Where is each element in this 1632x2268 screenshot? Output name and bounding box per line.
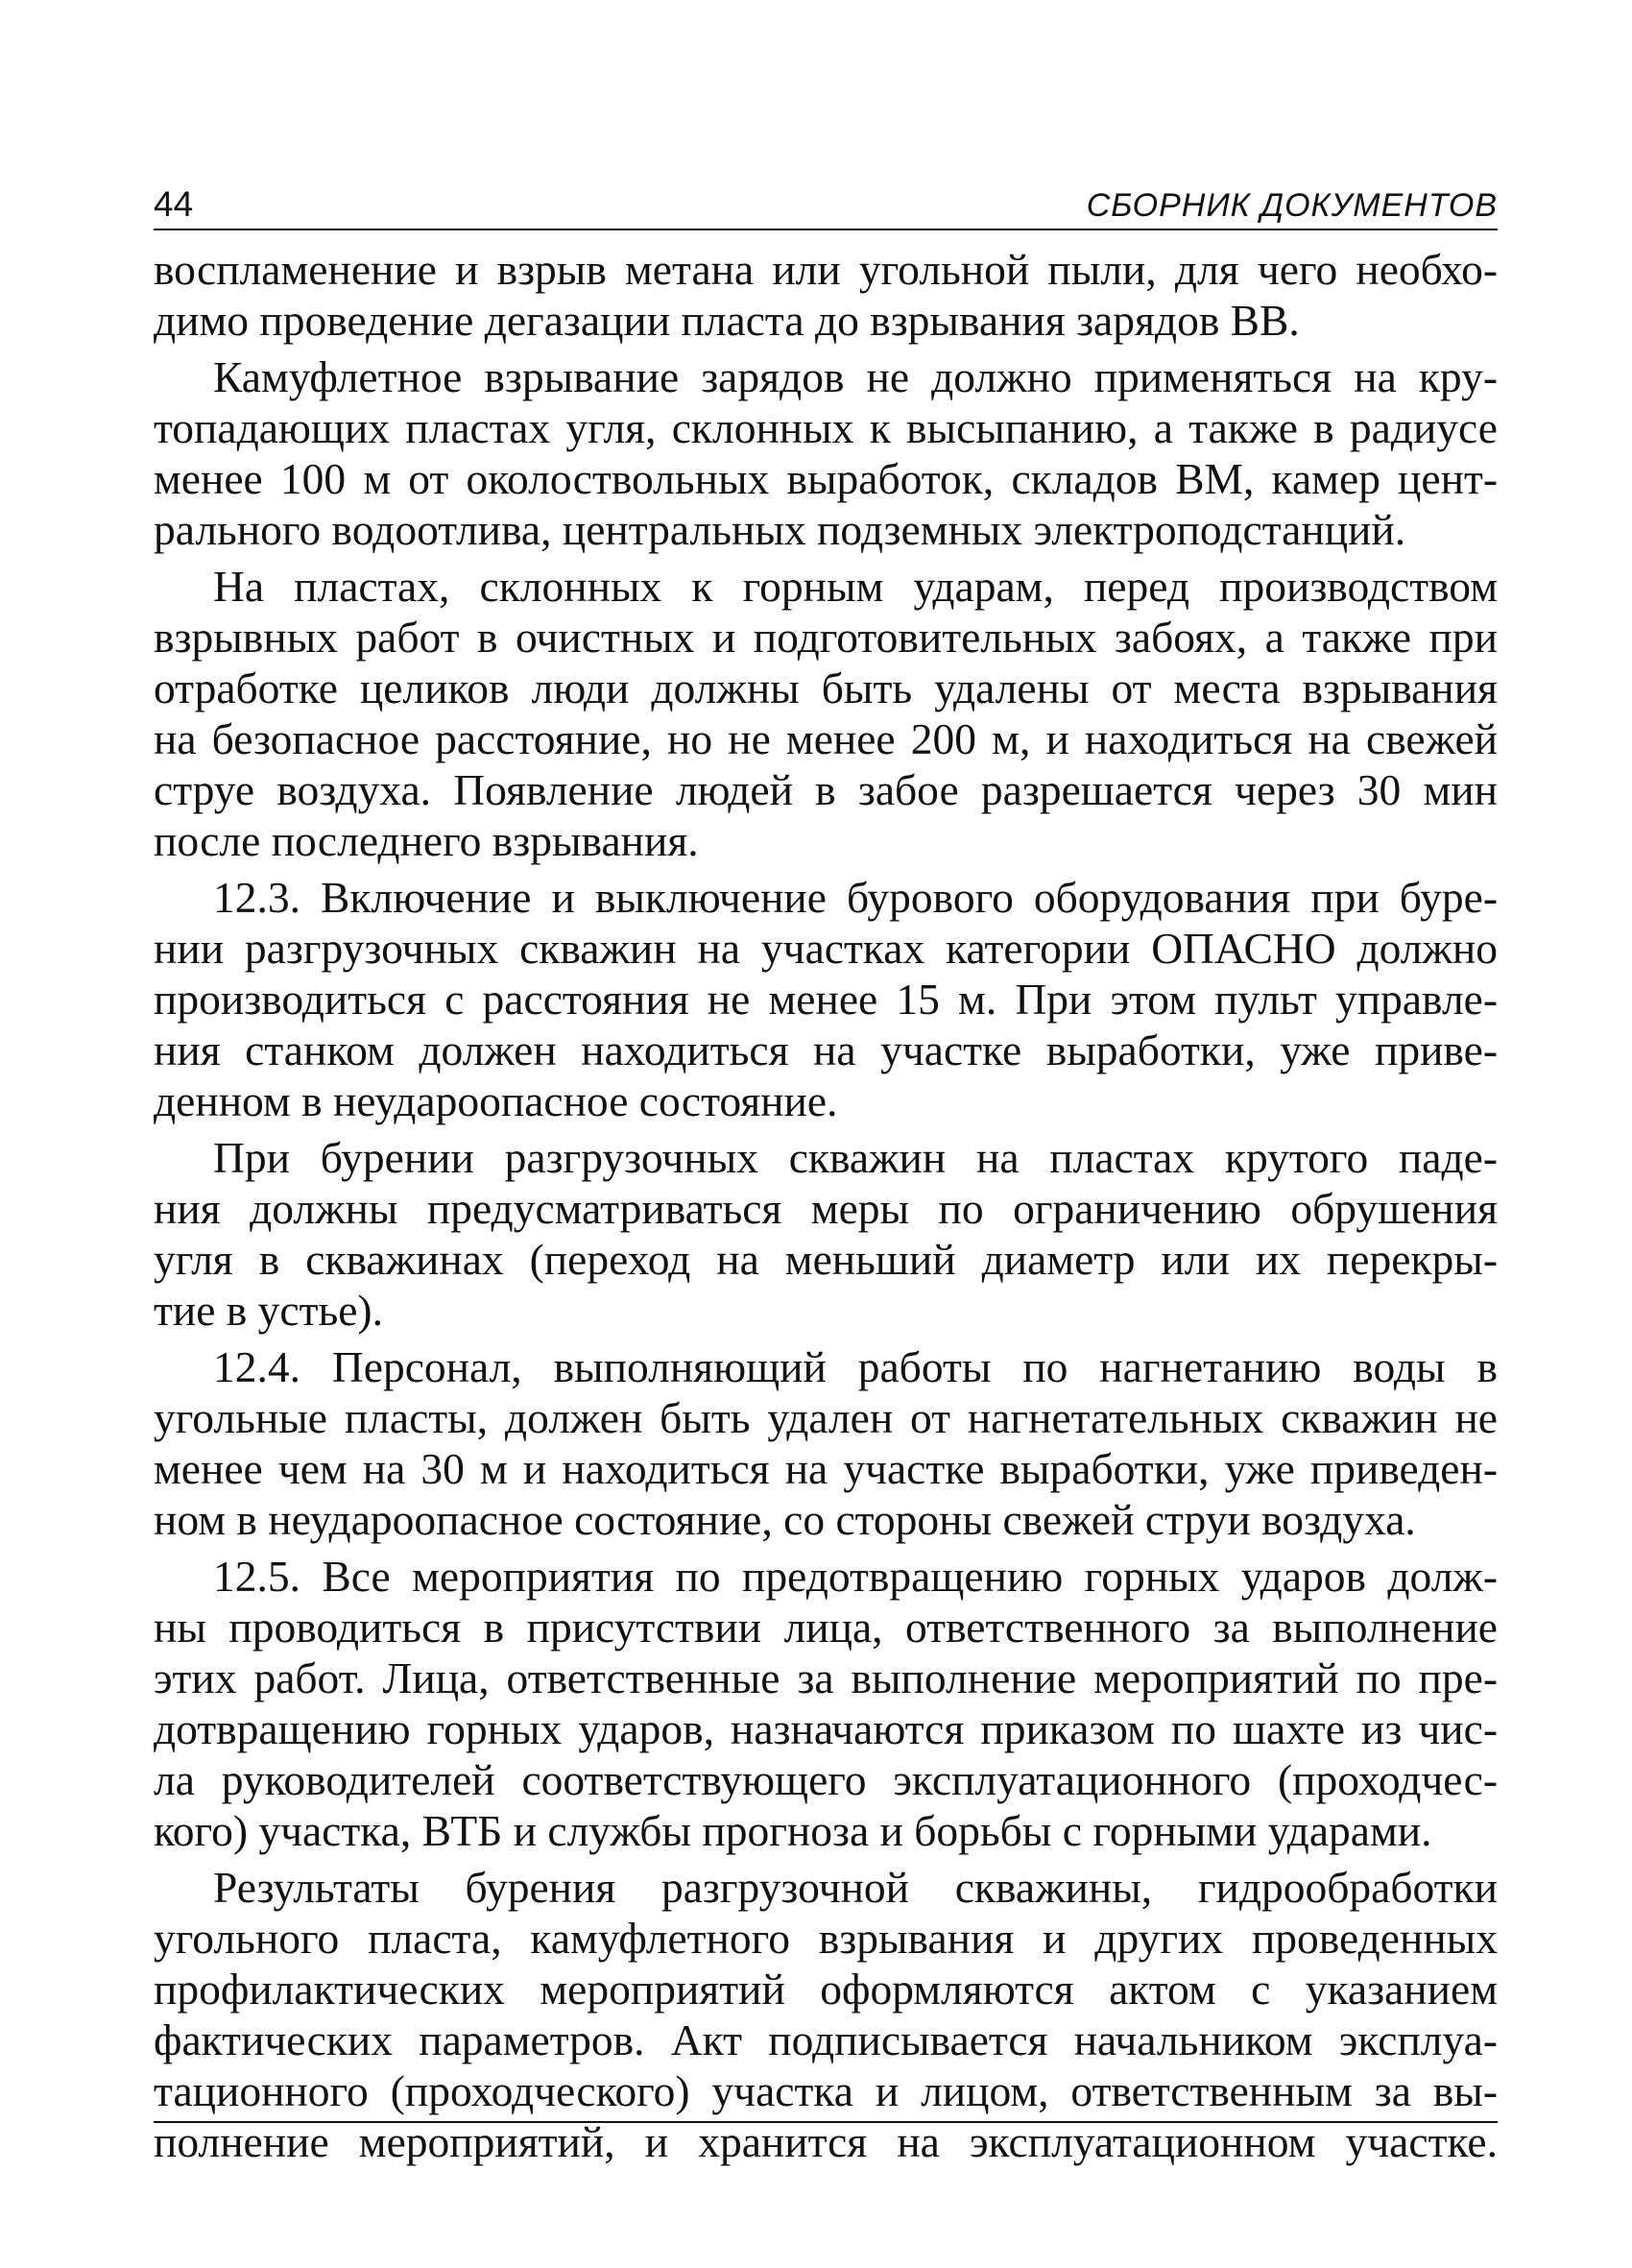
body-text bbox=[154, 244, 1498, 2167]
paragraph-first-line: 12.3. Включение и выключение бурового оборудования при буре- bbox=[213, 873, 1498, 922]
text-line: после последнего взрывания. bbox=[154, 816, 699, 865]
text-line: денном в неудароопасное состояние. bbox=[154, 1076, 838, 1125]
text-line: этих работ. Лица, ответственные за выполнение мероприятий по пре- bbox=[154, 1653, 1498, 1702]
text-line: тие в устье). bbox=[154, 1286, 383, 1335]
text-line: воспламенение и взрыв метана или угольной пыли, для чего необхо- bbox=[154, 245, 1498, 294]
paragraph-first-line: Результаты бурения разгрузочной скважины, гидрообработки bbox=[213, 1863, 1498, 1912]
paragraph-first-line: Камуфлетное взрывание зарядов не должно применяться на кру- bbox=[213, 352, 1498, 401]
running-header bbox=[154, 179, 1498, 230]
paragraph-first-line: 12.5. Все мероприятия по предотвращению горных ударов долж- bbox=[213, 1552, 1498, 1601]
text-line: профилактических мероприятий оформляются актом с указанием bbox=[154, 1965, 1498, 2014]
paragraph-first-line: При бурении разгрузочных скважин на пластах крутого паде- bbox=[213, 1133, 1498, 1182]
text-line: топадающих пластах угля, склонных к высыпанию, а также в радиусе bbox=[154, 403, 1498, 452]
text-line: отработке целиков люди должны быть удалены от места взрывания bbox=[154, 664, 1498, 712]
text-line: полнение мероприятий, и хранится на эксплуатационном участке. bbox=[154, 2117, 1498, 2166]
text-line: производиться с расстояния не менее 15 м. При этом пульт управле- bbox=[154, 975, 1498, 1024]
page-number: 44 bbox=[154, 184, 194, 224]
paragraph-first-line: На пластах, склонных к горным ударам, перед производством bbox=[213, 562, 1498, 611]
text-line: угольного пласта, камуфлетного взрывания и других проведенных bbox=[154, 1914, 1498, 1963]
text-line: дотвращению горных ударов, назначаются приказом по шахте из чис- bbox=[154, 1704, 1498, 1753]
text-line: угля в скважинах (переход на меньший диаметр или их перекры- bbox=[154, 1235, 1498, 1284]
text-line: ны проводиться в присутствии лица, ответственного за выполнение bbox=[154, 1603, 1498, 1652]
text-line: угольные пласты, должен быть удален от нагнетательных скважин не bbox=[154, 1393, 1498, 1442]
text-line: ном в неудароопасное состояние, со стороны свежей струи воздуха. bbox=[154, 1495, 1416, 1544]
text-line: кого) участка, ВТБ и службы прогноза и борьбы с горными ударами. bbox=[154, 1806, 1432, 1855]
text-line: менее чем на 30 м и находиться на участке выработки, уже приведен- bbox=[154, 1444, 1498, 1493]
collection-title: СБОРНИК ДОКУМЕНТОВ bbox=[1086, 187, 1498, 224]
text-line: димо проведение дегазации пласта до взрывания зарядов ВВ. bbox=[154, 296, 1300, 345]
bottom-rule bbox=[154, 2121, 1498, 2123]
text-line: нии разгрузочных скважин на участках категории ОПАСНО должно bbox=[154, 924, 1498, 973]
text-line: ния станком должен находиться на участке выработки, уже приве- bbox=[154, 1025, 1498, 1074]
paragraph-first-line: 12.4. Персонал, выполняющий работы по нагнетанию воды в bbox=[213, 1342, 1498, 1391]
text-line: ния должны предусматриваться меры по ограничению обрушения bbox=[154, 1184, 1498, 1233]
text-line: фактических параметров. Акт подписывается начальником эксплуа- bbox=[154, 2015, 1498, 2064]
text-line: взрывных работ в очистных и подготовительных забоях, а также при bbox=[154, 613, 1498, 662]
text-line: на безопасное расстояние, но не менее 200 м, и находиться на свежей bbox=[154, 714, 1498, 763]
text-line: тационного (проходческого) участка и лицом, ответственным за вы- bbox=[154, 2066, 1498, 2115]
text-line: ла руководителей соответствующего эксплуатационного (проходчес- bbox=[154, 1755, 1498, 1804]
page bbox=[154, 179, 1498, 2167]
text-line: струе воздуха. Появление людей в забое разрешается через 30 мин bbox=[154, 765, 1498, 814]
text-line: рального водоотлива, центральных подземных электроподстанций. bbox=[154, 505, 1406, 554]
text-line: менее 100 м от околоствольных выработок, складов ВМ, камер цент- bbox=[154, 454, 1498, 503]
